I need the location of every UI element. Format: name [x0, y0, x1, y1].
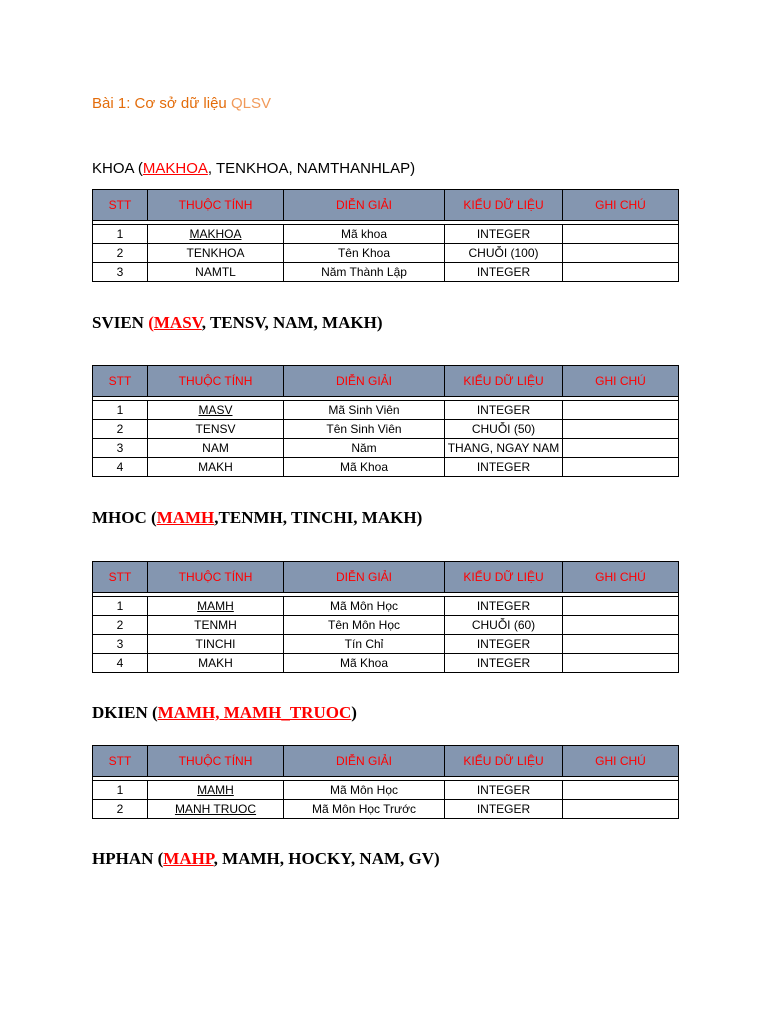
table-cell [563, 439, 679, 458]
table-cell: INTEGER [445, 597, 563, 616]
page-title-qlsv: QLSV [230, 95, 271, 112]
table-row [93, 244, 679, 263]
table-cell: INTEGER [445, 263, 563, 282]
table-row [93, 654, 679, 673]
table-header-row [93, 562, 679, 593]
mhoc-heading-name: MHOC ( [92, 508, 157, 527]
table-cell: 1 [93, 781, 148, 800]
table-cell: 4 [93, 458, 148, 477]
table-cell: Mã Sinh Viên [284, 401, 445, 420]
table-cell [563, 225, 679, 244]
table-header-row [93, 746, 679, 777]
column-header: GHI CHÚ [563, 746, 679, 777]
svien-heading-key: MASV [153, 313, 202, 332]
table-cell: 2 [93, 616, 148, 635]
column-header: KIỂU DỮ LIỆU [445, 190, 563, 221]
column-header: DIỄN GIẢI [284, 366, 445, 397]
table-header-row [93, 366, 679, 397]
table-cell: INTEGER [445, 800, 563, 819]
table-row [93, 616, 679, 635]
table-cell: TENMH [148, 616, 284, 635]
table-cell: INTEGER [445, 458, 563, 477]
table-cell: Mã Khoa [284, 654, 445, 673]
table-cell: MAKHOA [148, 225, 284, 244]
column-header: KIỂU DỮ LIỆU [445, 366, 563, 397]
dkien-heading-name: DKIEN ( [92, 703, 158, 722]
table-cell [563, 635, 679, 654]
khoa-heading [92, 160, 415, 177]
table-cell [563, 263, 679, 282]
svien-heading-rest: , TENSV, NAM, MAKH) [201, 313, 383, 332]
table-cell: CHUỖI (100) [445, 244, 563, 263]
table-cell: NAM [148, 439, 284, 458]
table-cell: Mã Môn Học [284, 781, 445, 800]
svien-heading-name: SVIEN [92, 313, 149, 332]
table-cell [563, 616, 679, 635]
table-cell: Tên Khoa [284, 244, 445, 263]
table-row [93, 401, 679, 420]
table-cell: MAKH [148, 654, 284, 673]
mhoc-table [92, 561, 679, 673]
svien-heading-paren: ( [148, 313, 154, 332]
table-cell: MASV [148, 401, 284, 420]
table-row [93, 263, 679, 282]
hphan-heading-rest: , MAMH, HOCKY, NAM, GV) [213, 849, 440, 868]
table-cell: THANG, NGAY NAM [445, 439, 563, 458]
hphan-heading [92, 849, 440, 869]
table-row [93, 225, 679, 244]
table-cell [563, 597, 679, 616]
column-header: KIỂU DỮ LIỆU [445, 562, 563, 593]
dkien-heading-key: MAMH, MAMH_TRUOC [157, 703, 352, 722]
table-row [93, 439, 679, 458]
table-cell: Tín Chỉ [284, 635, 445, 654]
table-row [93, 781, 679, 800]
table-cell: INTEGER [445, 654, 563, 673]
table-cell: 3 [93, 635, 148, 654]
table-cell: INTEGER [445, 781, 563, 800]
table-cell: TENSV [148, 420, 284, 439]
table-cell: INTEGER [445, 635, 563, 654]
table-cell: MAMH [148, 597, 284, 616]
column-header: THUỘC TÍNH [148, 190, 284, 221]
table-row [93, 458, 679, 477]
column-header: DIỄN GIẢI [284, 746, 445, 777]
table-cell: Năm [284, 439, 445, 458]
table-cell: Mã Khoa [284, 458, 445, 477]
dkien-table [92, 745, 679, 819]
table-cell: 3 [93, 263, 148, 282]
table-cell: CHUỖI (60) [445, 616, 563, 635]
table-cell: INTEGER [445, 225, 563, 244]
table-cell: CHUỖI (50) [445, 420, 563, 439]
table-row [93, 635, 679, 654]
table-cell: MAMH [148, 781, 284, 800]
table-cell [563, 401, 679, 420]
column-header: STT [93, 366, 148, 397]
column-header: KIỂU DỮ LIỆU [445, 746, 563, 777]
column-header: GHI CHÚ [563, 562, 679, 593]
column-header: THUỘC TÍNH [148, 562, 284, 593]
column-header: GHI CHÚ [563, 190, 679, 221]
dkien-heading-rest: ) [351, 703, 357, 722]
table-cell: Mã khoa [284, 225, 445, 244]
table-cell: MANH TRUOC [148, 800, 284, 819]
column-header: THUỘC TÍNH [148, 746, 284, 777]
mhoc-heading-rest: ,TENMH, TINCHI, MAKH) [214, 508, 423, 527]
table-cell: Tên Môn Học [284, 616, 445, 635]
table-row [93, 800, 679, 819]
mhoc-heading [92, 508, 422, 528]
table-cell: Năm Thành Lập [284, 263, 445, 282]
table-row [93, 420, 679, 439]
table-cell: 1 [93, 401, 148, 420]
table-cell [563, 654, 679, 673]
table-cell [563, 781, 679, 800]
mhoc-heading-key: MAMH [156, 508, 215, 527]
page-title-main: Bài 1: Cơ sở dữ liệu [92, 95, 227, 112]
hphan-heading-name: HPHAN ( [92, 849, 164, 868]
table-cell: 2 [93, 800, 148, 819]
table-cell [563, 244, 679, 263]
table-cell: TENKHOA [148, 244, 284, 263]
table-cell: INTEGER [445, 401, 563, 420]
table-cell: MAKH [148, 458, 284, 477]
table-cell: 2 [93, 420, 148, 439]
table-cell: TINCHI [148, 635, 284, 654]
svien-heading [92, 313, 382, 333]
khoa-heading-name: KHOA ( [92, 160, 143, 177]
table-cell [563, 458, 679, 477]
dkien-heading [92, 703, 357, 723]
column-header: STT [93, 746, 148, 777]
table-cell: 4 [93, 654, 148, 673]
table-cell: Mã Môn Học [284, 597, 445, 616]
khoa-heading-rest: , TENKHOA, NAMTHANHLAP) [207, 160, 416, 177]
table-cell: 1 [93, 225, 148, 244]
column-header: GHI CHÚ [563, 366, 679, 397]
hphan-heading-key: MAHP [163, 849, 214, 868]
table-cell: Tên Sinh Viên [284, 420, 445, 439]
table-cell: 2 [93, 244, 148, 263]
svien-table [92, 365, 679, 477]
table-cell: 3 [93, 439, 148, 458]
table-cell [563, 800, 679, 819]
column-header: DIỄN GIẢI [284, 190, 445, 221]
table-header-row [93, 190, 679, 221]
table-cell: 1 [93, 597, 148, 616]
column-header: DIỄN GIẢI [284, 562, 445, 593]
table-cell: NAMTL [148, 263, 284, 282]
page-title [92, 95, 271, 112]
table-cell: Mã Môn Học Trước [284, 800, 445, 819]
khoa-heading-key: MAKHOA [142, 160, 208, 177]
khoa-table [92, 189, 679, 282]
table-row [93, 597, 679, 616]
column-header: STT [93, 562, 148, 593]
column-header: THUỘC TÍNH [148, 366, 284, 397]
table-cell [563, 420, 679, 439]
column-header: STT [93, 190, 148, 221]
